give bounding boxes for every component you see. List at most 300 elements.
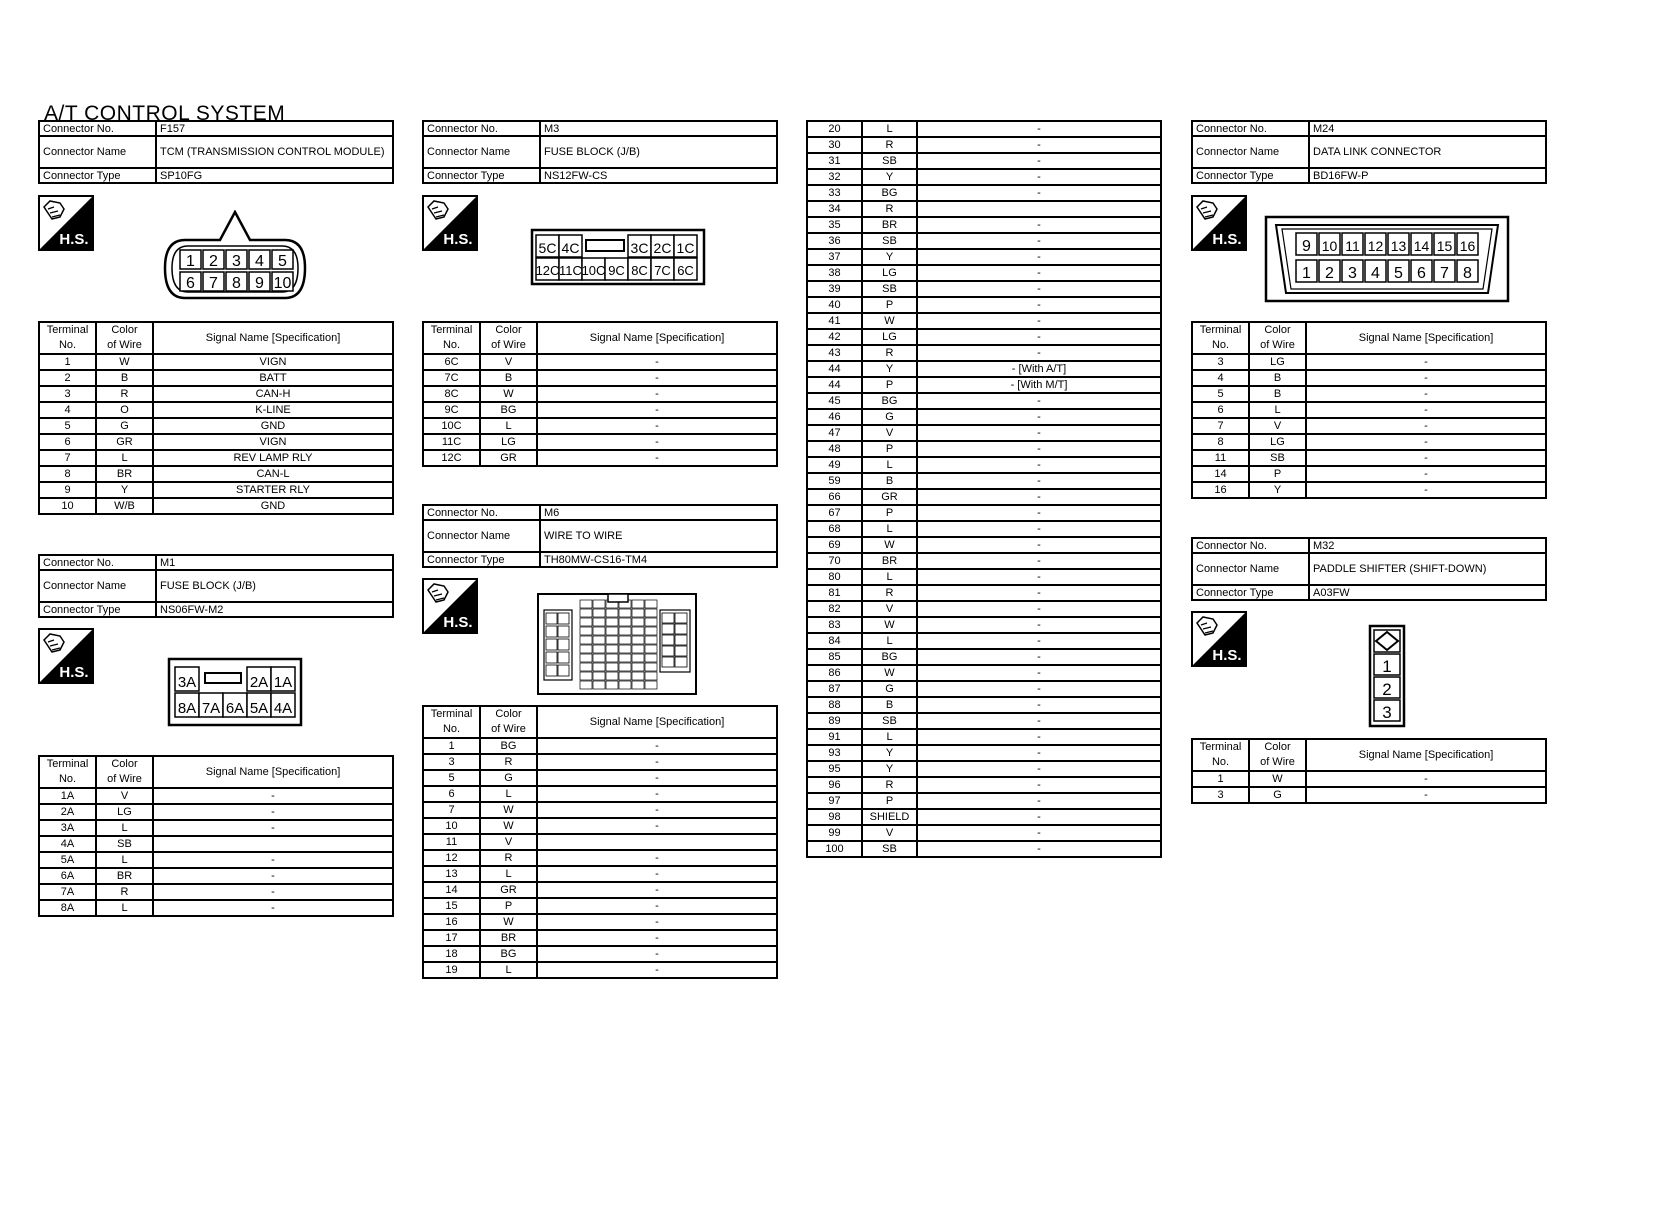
- pin-cavity: [580, 609, 592, 617]
- pin-cavity: [645, 636, 657, 644]
- terminal-no: 20: [807, 121, 862, 137]
- terminal-no: 7A: [39, 884, 96, 900]
- pin-cavity: [593, 663, 605, 671]
- table-row: [39, 836, 393, 852]
- pin-cavity: [593, 636, 605, 644]
- signal-name: -: [1306, 482, 1546, 498]
- pin-cavity: [546, 639, 557, 650]
- pin-label: 4: [255, 253, 264, 270]
- pin-cavity: [675, 635, 687, 645]
- signal-name: -: [917, 457, 1161, 473]
- table-row: [807, 121, 1161, 137]
- hs-label: H.S.: [59, 664, 89, 681]
- signal-name: [537, 834, 777, 850]
- table-row: [1192, 418, 1546, 434]
- connector-no-value: M6: [540, 505, 777, 520]
- terminal-no: 11: [1192, 450, 1249, 466]
- connector-name-value: FUSE BLOCK (J/B): [156, 570, 393, 602]
- terminal-no: 5: [1192, 386, 1249, 402]
- table-row: [807, 745, 1161, 761]
- terminal-no: 32: [807, 169, 862, 185]
- pin-label: 14: [1413, 238, 1430, 254]
- connector-face-m3: [530, 228, 706, 286]
- table-row: [1192, 386, 1546, 402]
- terminal-no: 7: [39, 450, 96, 466]
- hs-label: H.S.: [59, 231, 89, 248]
- terminal-no: 6: [39, 434, 96, 450]
- connector-type-value: NS06FW-M2: [156, 602, 393, 617]
- connector-no-label: Connector No.: [1192, 121, 1309, 136]
- signal-name: -: [537, 882, 777, 898]
- signal-name: -: [537, 754, 777, 770]
- wire-color: P: [1249, 466, 1306, 482]
- table-row: [423, 434, 777, 450]
- wire-color: R: [862, 345, 917, 361]
- table-row: [423, 770, 777, 786]
- wire-color: BG: [480, 946, 537, 962]
- table-header: [423, 706, 777, 738]
- table-row: [39, 900, 393, 916]
- pin-cavity: [593, 672, 605, 680]
- wire-color: B: [862, 473, 917, 489]
- pin-label: 1A: [273, 674, 293, 691]
- table-row: [807, 249, 1161, 265]
- wire-color: P: [480, 898, 537, 914]
- pin-cavity: [632, 681, 644, 689]
- connector-no-value: M24: [1309, 121, 1546, 136]
- pin-label: 11C: [559, 263, 582, 278]
- pin-label: 2C: [653, 240, 672, 256]
- connector-no-value: M1: [156, 555, 393, 570]
- pin-cavity: [606, 672, 618, 680]
- terminal-no: 43: [807, 345, 862, 361]
- terminal-no: 39: [807, 281, 862, 297]
- pin-cavity: [632, 600, 644, 608]
- connector-name-value: TCM (TRANSMISSION CONTROL MODULE): [156, 136, 393, 168]
- terminal-no: 67: [807, 505, 862, 521]
- table-row: [807, 713, 1161, 729]
- terminal-no: 1: [1192, 771, 1249, 787]
- signal-name: -: [917, 553, 1161, 569]
- terminal-no: 10: [423, 818, 480, 834]
- pin-cavity: [580, 618, 592, 626]
- table-row: [39, 820, 393, 836]
- connector-type-label: Connector Type: [423, 168, 540, 183]
- wire-color: W: [862, 313, 917, 329]
- pin-cavity: [619, 672, 631, 680]
- pin-label: 11: [1345, 238, 1360, 254]
- table-row: [1192, 482, 1546, 498]
- terminal-no: 16: [423, 914, 480, 930]
- wire-color: Y: [862, 361, 917, 377]
- table-row: [423, 370, 777, 386]
- harness-side-icon: [1191, 611, 1247, 667]
- terminal-no: 3: [1192, 354, 1249, 370]
- terminal-table: [806, 120, 1162, 858]
- pin-cavity: [645, 600, 657, 608]
- table-row: [807, 537, 1161, 553]
- signal-name: VIGN: [153, 354, 393, 370]
- pin-cavity: [619, 654, 631, 662]
- table-row: [39, 884, 393, 900]
- pin-label: 7A: [201, 700, 221, 717]
- terminal-no: 49: [807, 457, 862, 473]
- pin-cavity: [546, 665, 557, 676]
- table-row: [39, 354, 393, 370]
- pin-cavity: [593, 681, 605, 689]
- table-row: [1192, 402, 1546, 418]
- terminal-no: 1A: [39, 788, 96, 804]
- signal-name: -: [153, 868, 393, 884]
- pin-cavity: [632, 672, 644, 680]
- connector-name-value: PADDLE SHIFTER (SHIFT-DOWN): [1309, 553, 1546, 585]
- terminal-no: 3: [1192, 787, 1249, 803]
- table-row: [807, 345, 1161, 361]
- wire-color: SB: [862, 233, 917, 249]
- wire-color: LG: [862, 329, 917, 345]
- signal-name: -: [917, 633, 1161, 649]
- pin-cavity: [606, 618, 618, 626]
- pin-label: 9: [1302, 238, 1311, 255]
- wire-color: W/B: [96, 498, 153, 514]
- wire-color: R: [862, 777, 917, 793]
- wire-color: GR: [862, 489, 917, 505]
- signal-name: -: [917, 329, 1161, 345]
- terminal-no: 35: [807, 217, 862, 233]
- pin-cavity: [593, 618, 605, 626]
- wire-color: SB: [96, 836, 153, 852]
- pin-label: 4A: [273, 700, 293, 717]
- connector-face-m1: [167, 657, 303, 727]
- wire-color: V: [862, 825, 917, 841]
- pin-cavity: [580, 600, 592, 608]
- pin-cavity: [619, 681, 631, 689]
- pin-label: 10C: [581, 263, 606, 278]
- harness-side-icon: [422, 578, 478, 634]
- pin-label: 4: [1371, 265, 1380, 282]
- table-row: [423, 850, 777, 866]
- wire-color: LG: [1249, 434, 1306, 450]
- table-row: [423, 738, 777, 754]
- wire-color: LG: [862, 265, 917, 281]
- pin-cavity: [580, 654, 592, 662]
- col-color-header: Color of Wire: [96, 322, 153, 354]
- connector-info: [1191, 537, 1547, 601]
- table-row: [39, 804, 393, 820]
- connector-info: [38, 554, 394, 618]
- pin-cavity: [645, 627, 657, 635]
- table-row: [807, 505, 1161, 521]
- signal-name: -: [537, 450, 777, 466]
- wire-color: LG: [96, 804, 153, 820]
- signal-name: -: [537, 850, 777, 866]
- terminal-no: 14: [423, 882, 480, 898]
- signal-name: BATT: [153, 370, 393, 386]
- terminal-no: 1: [423, 738, 480, 754]
- pin-cavity: [593, 645, 605, 653]
- connector-name-value: WIRE TO WIRE: [540, 520, 777, 552]
- lock-key: [608, 594, 628, 602]
- connector-face-m6: [536, 592, 698, 696]
- wire-color: L: [862, 569, 917, 585]
- col-terminal-header: Terminal No.: [423, 322, 480, 354]
- col-color-header: Color of Wire: [96, 756, 153, 788]
- pin-cavity: [580, 645, 592, 653]
- terminal-no: 88: [807, 697, 862, 713]
- signal-name: -: [537, 802, 777, 818]
- pin-label: 9C: [608, 263, 625, 278]
- signal-name: -: [917, 441, 1161, 457]
- terminal-no: 3A: [39, 820, 96, 836]
- connector-type-value: NS12FW-CS: [540, 168, 777, 183]
- col-color-header: Color of Wire: [480, 322, 537, 354]
- signal-name: K-LINE: [153, 402, 393, 418]
- terminal-no: 14: [1192, 466, 1249, 482]
- signal-name: -: [1306, 450, 1546, 466]
- col-terminal-header: Terminal No.: [39, 322, 96, 354]
- pin-cavity: [645, 681, 657, 689]
- signal-name: -: [537, 866, 777, 882]
- signal-name: -: [917, 153, 1161, 169]
- terminal-no: 48: [807, 441, 862, 457]
- signal-name: -: [537, 786, 777, 802]
- wire-color: BR: [96, 868, 153, 884]
- pin-cavity: [546, 613, 557, 624]
- wire-color: R: [480, 850, 537, 866]
- pin-label: 6: [1417, 265, 1426, 282]
- signal-name: VIGN: [153, 434, 393, 450]
- pin-label: 16: [1459, 238, 1476, 254]
- signal-name: -: [537, 914, 777, 930]
- signal-name: -: [537, 418, 777, 434]
- signal-name: -: [917, 777, 1161, 793]
- terminal-no: 100: [807, 841, 862, 857]
- terminal-no: 59: [807, 473, 862, 489]
- terminal-no: 91: [807, 729, 862, 745]
- table-row: [1192, 370, 1546, 386]
- page-title: A/T CONTROL SYSTEM: [44, 102, 286, 125]
- table-row: [807, 793, 1161, 809]
- signal-name: -: [917, 601, 1161, 617]
- col-signal-header: Signal Name [Specification]: [1306, 322, 1546, 354]
- connector-no-value: M32: [1309, 538, 1546, 553]
- pin-cavity: [580, 663, 592, 671]
- wire-color: LG: [1249, 354, 1306, 370]
- signal-name: -: [917, 409, 1161, 425]
- wire-color: G: [96, 418, 153, 434]
- connector-name-label: Connector Name: [1192, 553, 1309, 585]
- pin-cavity: [632, 645, 644, 653]
- table-row: [1192, 466, 1546, 482]
- table-row: [423, 818, 777, 834]
- terminal-no: 38: [807, 265, 862, 281]
- signal-name: -: [917, 569, 1161, 585]
- terminal-table: [1191, 738, 1547, 804]
- harness-side-icon: [422, 195, 478, 251]
- pin-cavity: [558, 626, 569, 637]
- wire-color: Y: [862, 745, 917, 761]
- table-row: [807, 425, 1161, 441]
- signal-name: -: [153, 788, 393, 804]
- pin-cavity: [619, 618, 631, 626]
- connector-name-label: Connector Name: [1192, 136, 1309, 168]
- terminal-no: 46: [807, 409, 862, 425]
- wire-color: V: [480, 354, 537, 370]
- wire-color: W: [862, 537, 917, 553]
- connector-face-m32: [1368, 624, 1406, 728]
- signal-name: - [With A/T]: [917, 361, 1161, 377]
- pin-cavity: [606, 681, 618, 689]
- wire-color: W: [480, 386, 537, 402]
- wire-color: L: [480, 786, 537, 802]
- wire-color: L: [862, 729, 917, 745]
- pin-cavity: [606, 654, 618, 662]
- hs-label: H.S.: [443, 614, 473, 631]
- pin-label: 8A: [177, 700, 197, 717]
- pin-cavity: [558, 665, 569, 676]
- terminal-no: 6A: [39, 868, 96, 884]
- connector-info: [38, 120, 394, 184]
- table-row: [39, 434, 393, 450]
- signal-name: -: [537, 898, 777, 914]
- wire-color: R: [862, 137, 917, 153]
- signal-name: -: [917, 761, 1161, 777]
- pin-label: 3A: [177, 674, 197, 691]
- hs-label: H.S.: [1212, 647, 1242, 664]
- connector-no-label: Connector No.: [1192, 538, 1309, 553]
- connector-no-label: Connector No.: [39, 121, 156, 136]
- table-row: [1192, 434, 1546, 450]
- pin-cavity: [662, 657, 674, 667]
- table-row: [423, 786, 777, 802]
- signal-name: STARTER RLY: [153, 482, 393, 498]
- connector-name-label: Connector Name: [39, 136, 156, 168]
- table-row: [807, 697, 1161, 713]
- pin-label: 3: [1382, 703, 1392, 722]
- terminal-no: 19: [423, 962, 480, 978]
- col-signal-header: Signal Name [Specification]: [153, 322, 393, 354]
- table-row: [807, 137, 1161, 153]
- signal-name: -: [917, 793, 1161, 809]
- connector-no-value: M3: [540, 121, 777, 136]
- wire-color: G: [1249, 787, 1306, 803]
- terminal-no: 5: [423, 770, 480, 786]
- signal-name: -: [917, 697, 1161, 713]
- wire-color: L: [96, 852, 153, 868]
- pin-label: 8: [232, 275, 241, 292]
- pin-label: 4C: [561, 240, 580, 256]
- pin-cavity: [632, 636, 644, 644]
- terminal-no: 44: [807, 361, 862, 377]
- table-row: [807, 665, 1161, 681]
- connector-name-value: DATA LINK CONNECTOR: [1309, 136, 1546, 168]
- wire-color: V: [96, 788, 153, 804]
- signal-name: -: [917, 297, 1161, 313]
- signal-name: -: [917, 121, 1161, 137]
- table-row: [39, 466, 393, 482]
- wire-color: Y: [862, 249, 917, 265]
- connector-type-value: SP10FG: [156, 168, 393, 183]
- wire-color: R: [862, 201, 917, 217]
- signal-name: -: [1306, 370, 1546, 386]
- wire-color: SB: [862, 713, 917, 729]
- wire-color: R: [96, 386, 153, 402]
- table-row: [807, 601, 1161, 617]
- signal-name: -: [917, 313, 1161, 329]
- col-terminal-header: Terminal No.: [423, 706, 480, 738]
- terminal-no: 36: [807, 233, 862, 249]
- signal-name: - [With M/T]: [917, 377, 1161, 393]
- connector-info: [422, 120, 778, 184]
- terminal-no: 13: [423, 866, 480, 882]
- wire-color: SHIELD: [862, 809, 917, 825]
- pin-label: 13: [1390, 238, 1407, 254]
- pin-label: 6A: [225, 700, 245, 717]
- lock-key: [586, 240, 624, 251]
- col-terminal-header: Terminal No.: [1192, 322, 1249, 354]
- signal-name: -: [537, 434, 777, 450]
- wire-color: R: [480, 754, 537, 770]
- wire-color: P: [862, 297, 917, 313]
- terminal-no: 37: [807, 249, 862, 265]
- wire-color: BG: [862, 185, 917, 201]
- wire-color: GR: [96, 434, 153, 450]
- terminal-no: 41: [807, 313, 862, 329]
- table-row: [423, 914, 777, 930]
- terminal-no: 83: [807, 617, 862, 633]
- signal-name: -: [537, 962, 777, 978]
- connector-type-label: Connector Type: [1192, 168, 1309, 183]
- table-row: [807, 297, 1161, 313]
- col-color-header: Color of Wire: [1249, 322, 1306, 354]
- pin-cavity: [593, 627, 605, 635]
- wire-color: LG: [480, 434, 537, 450]
- table-row: [807, 553, 1161, 569]
- col-signal-header: Signal Name [Specification]: [1306, 739, 1546, 771]
- pin-cavity: [546, 652, 557, 663]
- signal-name: REV LAMP RLY: [153, 450, 393, 466]
- signal-name: -: [537, 930, 777, 946]
- signal-name: -: [917, 713, 1161, 729]
- pin-label: 3C: [630, 240, 649, 256]
- signal-name: -: [537, 818, 777, 834]
- terminal-no: 8C: [423, 386, 480, 402]
- terminal-no: 18: [423, 946, 480, 962]
- pin-cavity: [675, 613, 687, 623]
- signal-name: -: [917, 617, 1161, 633]
- terminal-no: 9C: [423, 402, 480, 418]
- wire-color: V: [862, 601, 917, 617]
- signal-name: -: [917, 345, 1161, 361]
- terminal-no: 31: [807, 153, 862, 169]
- connector-no-label: Connector No.: [423, 121, 540, 136]
- table-row: [807, 617, 1161, 633]
- table-row: [807, 361, 1161, 377]
- table-row: [39, 418, 393, 434]
- col-signal-header: Signal Name [Specification]: [537, 706, 777, 738]
- signal-name: -: [917, 521, 1161, 537]
- terminal-no: 40: [807, 297, 862, 313]
- wire-color: W: [862, 617, 917, 633]
- pin-cavity: [580, 672, 592, 680]
- table-row: [807, 681, 1161, 697]
- terminal-no: 6: [423, 786, 480, 802]
- terminal-table: [38, 321, 394, 515]
- connector-no-label: Connector No.: [39, 555, 156, 570]
- pin-label: 7: [209, 275, 218, 292]
- pin-label: 2: [1382, 680, 1392, 699]
- pin-label: 12C: [535, 263, 560, 278]
